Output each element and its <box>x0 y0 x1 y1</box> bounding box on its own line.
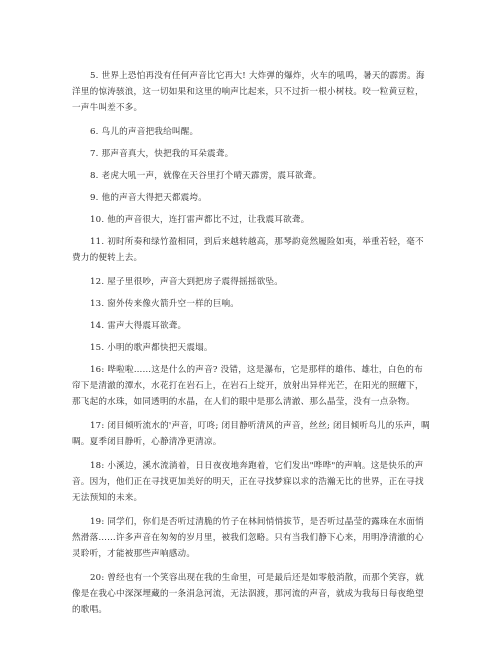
paragraph-12: 12. 屋子里很吵，声音大到把房子震得摇摇欲坠。 <box>90 277 284 287</box>
paragraph-8: 8. 老虎大吼一声，就像在天谷里打个晴天霹雳，震耳欲聋。 <box>90 171 322 181</box>
paragraph-20: 20: 曾经也有一个笑容出现在我的生命里，可是最后还是如零般消散，而那个笑容，就像是在我心中深深埋藏的一条涓急河流，无法泅渡，那河流的声音，就成为我每日每夜绝望的歌唱。 <box>72 573 424 615</box>
paragraph-11: 11. 初时所奏和绿竹盈相同，到后来越转越高，那琴韵竟然履险如夷，举重若轻，毫不费力的便转上去。 <box>72 237 424 263</box>
document-page <box>72 68 430 626</box>
paragraph-18: 18: 小溪边，溪水流淌着，日日夜夜地奔跑着，它们发出"哗哗"的声响。这是快乐的声音。因为，他们正在寻找更加美好的明天，正在寻找梦寐以求的浩瀚无比的世界，正在寻找无法预知的未来。 <box>72 461 424 503</box>
paragraph-6: 6. 鸟儿的声音把我给叫醒。 <box>90 127 199 137</box>
paragraph-13: 13. 窗外传来像火箭升空一样的巨响。 <box>90 299 240 309</box>
paragraph-9: 9. 他的声音大得把天都震垮。 <box>90 193 208 203</box>
paragraph-17: 17: 闭目倾听流水的'声音，叮咚; 闭目静听清风的声音，丝丝; 闭目倾听鸟儿的乐声，啁啁。夏季闭目静听，心静清净更清凉。 <box>72 421 430 447</box>
paragraph-19: 19: 同学们，你们是否听过清脆的竹子在林间悄悄拔节，是否听过晶莹的露珠在水面悄然滑落……许多声音在匆匆的岁月里，被我们忽略。只有当我们静下心来，用明净清澈的心灵聆听，才能被那些声响感动。 <box>72 517 424 559</box>
paragraph-5: 5. 世界上恐怕再没有任何声音比它再大! 大炸弹的爆炸，火车的吼鸣，暑天的霹雳。海洋里的惊涛骇浪，这一切如果和这里的响声比起来，只不过折一根小树枝。咬一粒黄豆粒，一声牛叫差不多。 <box>72 71 425 113</box>
paragraph-15: 15. 小明的歌声都快把天震塌。 <box>90 343 213 353</box>
paragraph-16: 16: 哗啦啦……这是什么的声音? 没错，这是瀑布，它是那样的雄伟、雄壮，白色的布帘下是清澈的潭水，水花打在岩石上，在岩石上绽开，放射出异样光芒，在阳光的照耀下，那飞起的水珠，如同透明的水晶，在人们的眼中是那么清澈、那么晶莹，没有一点杂物。 <box>72 365 424 407</box>
paragraph-7: 7. 那声音真大，快把我的耳朵震聋。 <box>90 149 234 159</box>
paragraph-10: 10. 他的声音很大，连打雷声都比不过，让我震耳欲聋。 <box>90 215 310 225</box>
paragraph-14: 14. 雷声大得震耳欲聋。 <box>90 321 187 331</box>
